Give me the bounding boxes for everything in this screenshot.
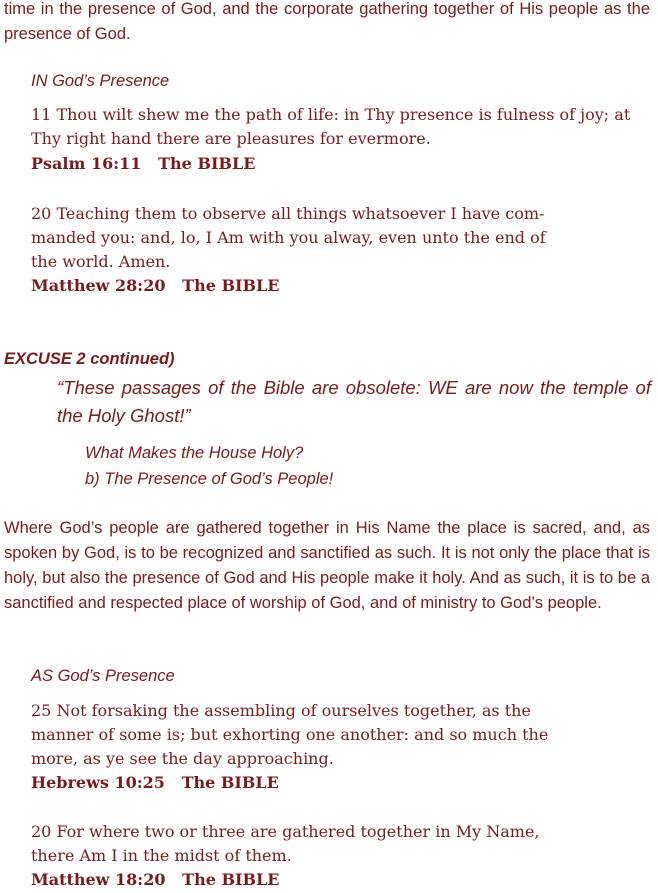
verse-line: the world. Amen. [31, 252, 171, 271]
verse-line: 20 For where two or three are gathered together in My Name, [31, 822, 540, 841]
verse-psalm-16-11: 11 Thou wilt shew me the path of life: in Thy presence is fulness of joy; at Thy right hand there are pleasures for evermore. [31, 105, 631, 148]
section-heading-in-gods-presence: IN God’s Presence [31, 72, 170, 90]
verse-line: 20 Teaching them to observe all things whatsoever I have com- [31, 204, 545, 223]
intro-paragraph: time in the presence of God, and the corporate gathering together of His people as the presence of God. [4, 0, 650, 43]
subheading-what-makes-house-holy: What Makes the House Holy? [85, 444, 304, 462]
excuse-quote: “These passages of the Bible are obsolete: WE are now the temple of the Holy Ghost!” [57, 377, 651, 426]
reference-psalm-16-11: Psalm 16:11 The BIBLE [31, 154, 256, 173]
reference-matthew-28-20: Matthew 28:20 The BIBLE [31, 276, 280, 295]
reference-hebrews-10-25: Hebrews 10:25 The BIBLE [31, 773, 279, 792]
subheading-presence-of-gods-people: b) The Presence of God’s People! [85, 470, 334, 488]
excuse-heading: EXCUSE 2 continued) [4, 350, 175, 368]
body-paragraph: Where God’s people are gathered together in His Name the place is sacred, and, as spoken by God, is to be recognized and sanctified as such. It is not only the place that is holy, but also the presence of God and His people make it holy. And as such, it is to be a sanctified and respected place of worship of God, and of ministry to God’s people. [4, 519, 650, 612]
section-heading-as-gods-presence: AS God’s Presence [31, 667, 175, 685]
verse-line: 25 Not forsaking the assembling of ourselves together, as the [31, 701, 531, 720]
verse-line: there Am I in the midst of them. [31, 846, 292, 865]
reference-matthew-18-20: Matthew 18:20 The BIBLE [31, 870, 280, 889]
verse-line: manner of some is; but exhorting one another: and so much the [31, 725, 549, 744]
verse-line: manded you: and, lo, I Am with you alway, even unto the end of [31, 228, 546, 247]
verse-line: more, as ye see the day approaching. [31, 749, 334, 768]
